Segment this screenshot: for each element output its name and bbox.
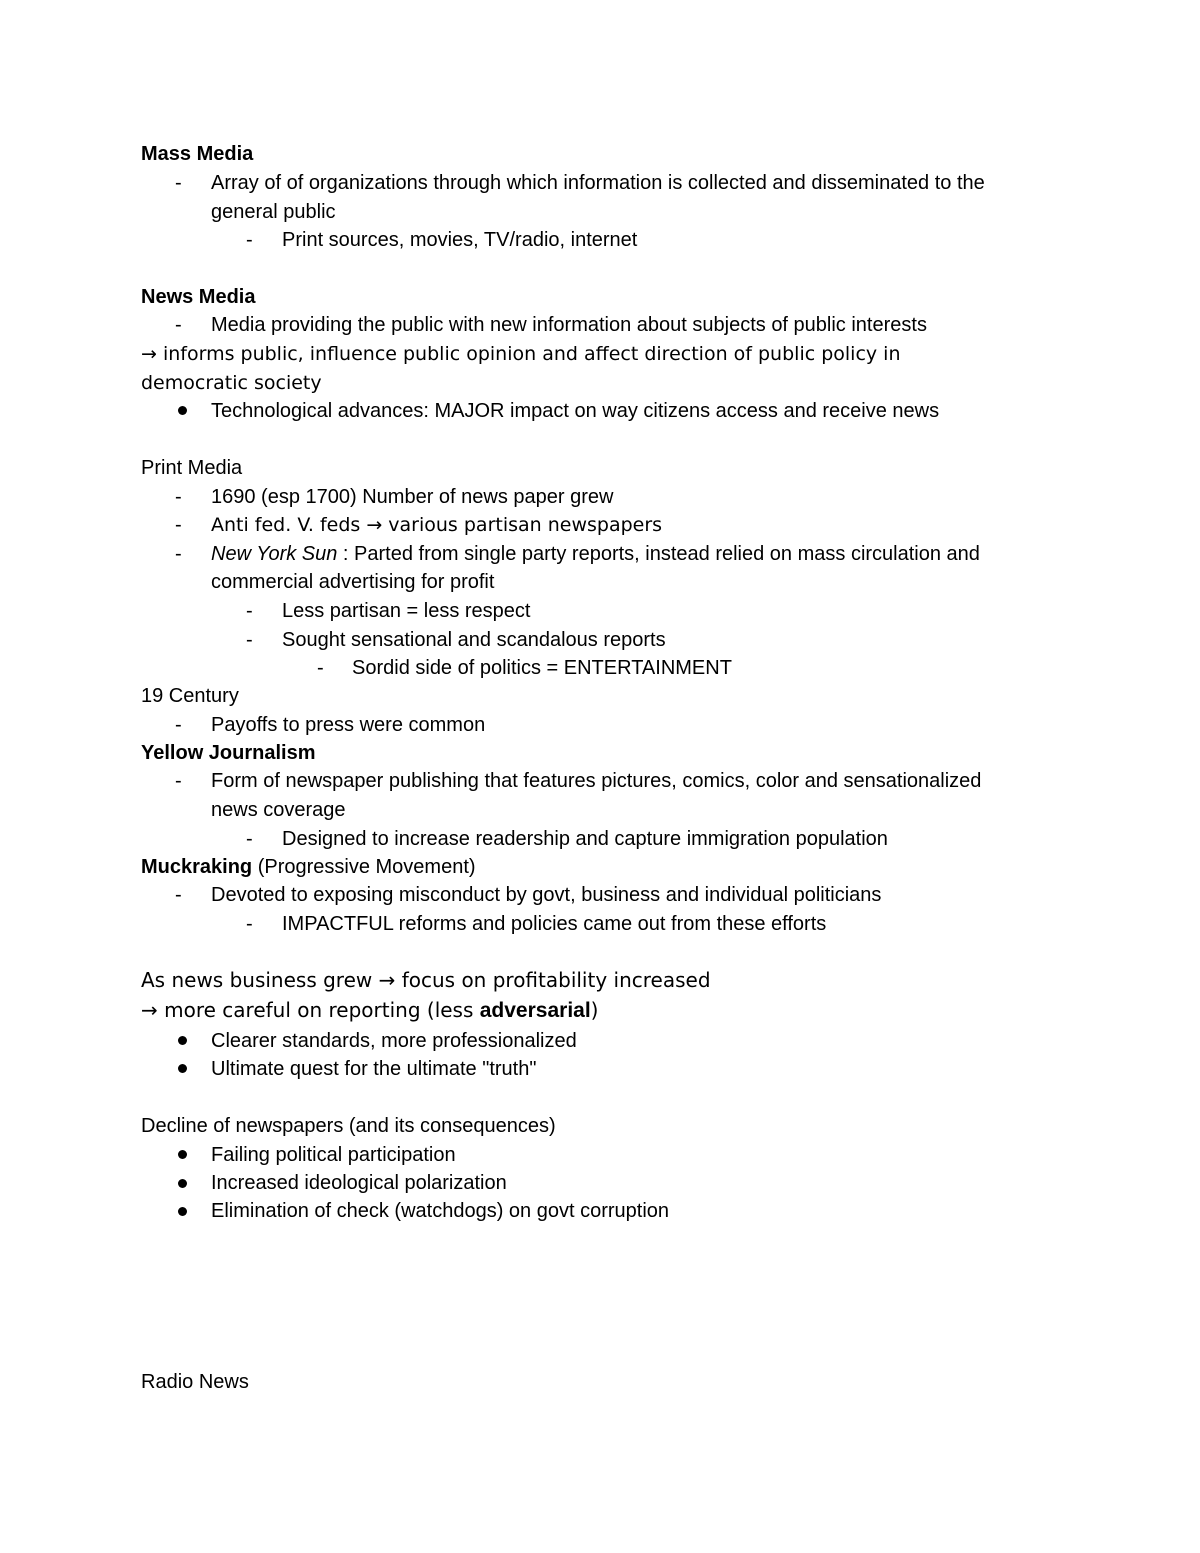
decline-bullet-1: Failing political participation: [211, 1144, 456, 1166]
business-line-1: As news business grew → focus on profitability increased: [141, 968, 711, 992]
list-dash: -: [175, 884, 182, 906]
decline-bullet-3: Elimination of check (watchdogs) on govt corruption: [211, 1200, 670, 1222]
list-dash: -: [317, 657, 324, 679]
muckraking-title: Muckraking: [141, 856, 253, 878]
print-media-heading: Print Media: [141, 457, 243, 479]
list-dash: -: [246, 828, 253, 850]
muckraking-subtitle: (Progressive Movement): [252, 856, 476, 878]
muckraking-heading: [141, 855, 476, 879]
yellow-journalism-heading: Yellow Journalism: [141, 742, 316, 764]
newspaper-title: New York Sun: [211, 543, 338, 565]
print-media-item-3-text: : Parted from single party reports, instead relied on mass circulation and: [337, 543, 980, 565]
news-media-heading: News Media: [141, 286, 256, 308]
print-media-item-3b: commercial advertising for profit: [211, 571, 495, 593]
bullet-icon: [178, 1150, 187, 1159]
mass-media-heading: Mass Media: [141, 143, 254, 165]
list-dash: -: [246, 600, 253, 622]
century-item-1: Payoffs to press were common: [211, 714, 486, 736]
print-media-item-3: [211, 542, 980, 566]
news-media-item-1: Media providing the public with new information about subjects of public interests: [211, 314, 927, 336]
muckraking-item-1: Devoted to exposing misconduct by govt, business and individual politicians: [211, 884, 882, 906]
list-dash: -: [175, 486, 182, 508]
bullet-icon: [178, 1064, 187, 1073]
list-dash: -: [246, 229, 253, 251]
list-dash: -: [246, 913, 253, 935]
print-media-item-1: 1690 (esp 1700) Number of news paper grew: [211, 486, 614, 508]
yellow-sub-1: Designed to increase readership and capture immigration population: [282, 828, 888, 850]
radio-news-heading: Radio News: [141, 1371, 249, 1393]
list-dash: -: [175, 714, 182, 736]
mass-media-sub-1: Print sources, movies, TV/radio, internet: [282, 229, 638, 251]
business-line-2-post: ): [590, 998, 599, 1022]
list-dash: -: [175, 314, 182, 336]
list-dash: -: [246, 629, 253, 651]
print-media-item-2: Anti fed. V. feds → various partisan newspapers: [211, 514, 663, 536]
list-dash: -: [175, 770, 182, 792]
list-dash: -: [175, 543, 182, 565]
bullet-icon: [178, 406, 187, 415]
business-line-2: [141, 998, 598, 1023]
news-media-bullet-1: Technological advances: MAJOR impact on way citizens access and receive news: [211, 400, 940, 422]
business-line-2-pre: → more careful on reporting (less: [141, 998, 480, 1022]
bullet-icon: [178, 1036, 187, 1045]
mass-media-item-1b: general public: [211, 201, 336, 223]
news-media-arrow-b: democratic society: [141, 372, 322, 394]
list-dash: -: [175, 172, 182, 194]
business-line-2-emphasis: adversarial: [479, 999, 591, 1022]
yellow-item-1b: news coverage: [211, 799, 346, 821]
business-bullet-1: Clearer standards, more professionalized: [211, 1030, 577, 1052]
muckraking-sub-1: IMPACTFUL reforms and policies came out from these efforts: [282, 913, 827, 935]
century-heading: 19 Century: [141, 685, 239, 707]
print-media-sub-2: Sought sensational and scandalous reports: [282, 629, 666, 651]
bullet-icon: [178, 1207, 187, 1216]
bullet-icon: [178, 1179, 187, 1188]
business-bullet-2: Ultimate quest for the ultimate "truth": [211, 1058, 537, 1080]
print-media-subsub-1: Sordid side of politics = ENTERTAINMENT: [352, 657, 732, 679]
list-dash: -: [175, 514, 182, 536]
news-media-arrow-a: → informs public, influence public opinion and affect direction of public policy in: [141, 343, 901, 365]
decline-bullet-2: Increased ideological polarization: [211, 1172, 507, 1194]
yellow-item-1a: Form of newspaper publishing that features pictures, comics, color and sensationalized: [211, 770, 982, 792]
print-media-sub-1: Less partisan = less respect: [282, 600, 531, 622]
mass-media-item-1a: Array of of organizations through which information is collected and disseminated to the: [211, 172, 985, 194]
decline-heading: Decline of newspapers (and its consequences): [141, 1115, 556, 1137]
